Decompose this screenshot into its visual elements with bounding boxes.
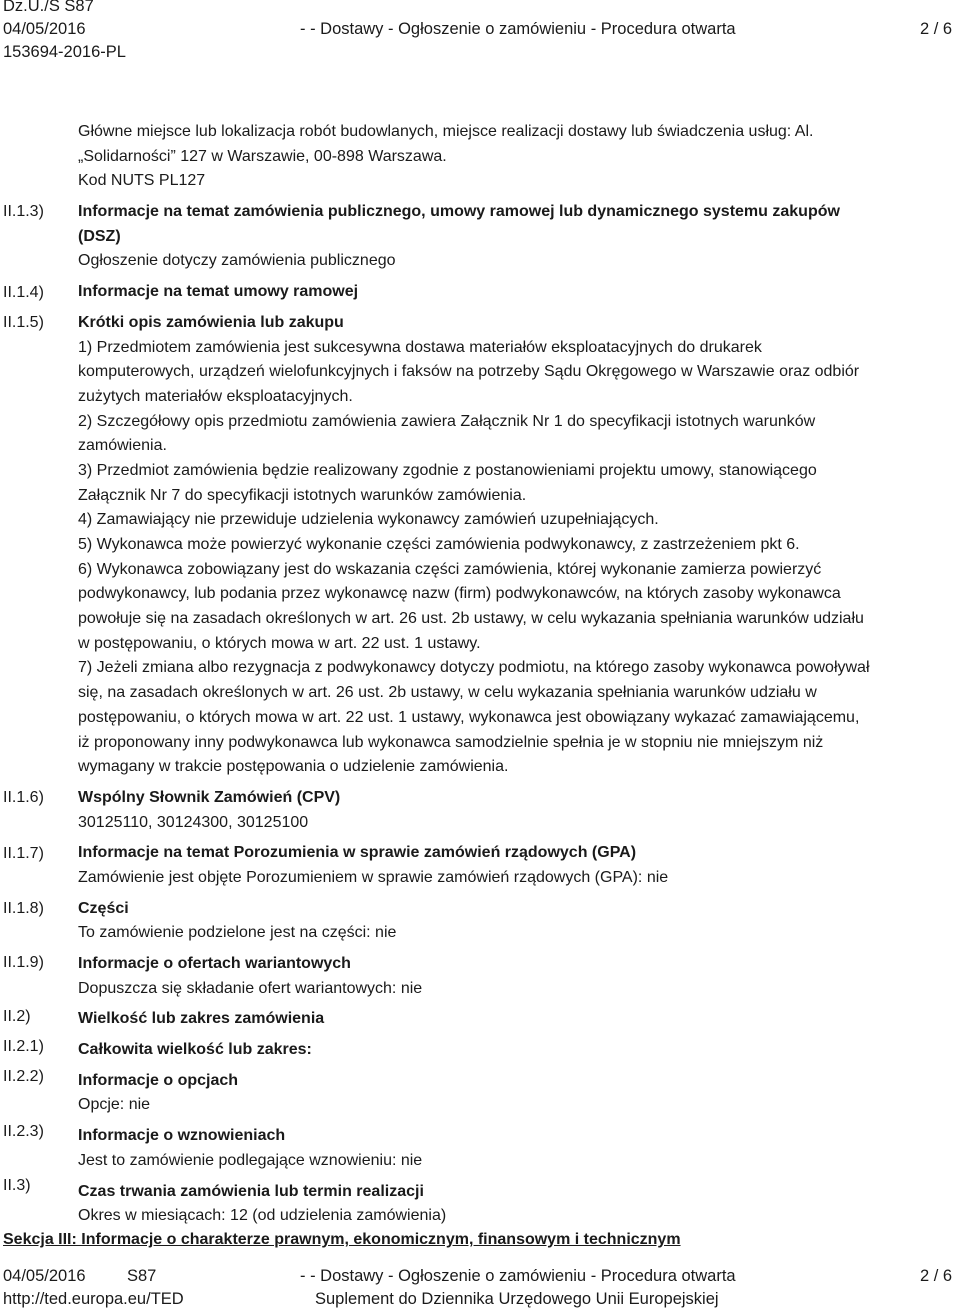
description-line: podwykonawcy, lub podania przez wykonawcę nazw (firm) podwykonawców, na których zasoby wykonawca [78, 585, 841, 603]
contract-info-value: Ogłoszenie dotyczy zamówienia publicznego [78, 252, 396, 270]
lots-value: To zamówienie podzielone jest na części: nie [78, 924, 397, 942]
section-label-ii-3: II.3) [3, 1177, 31, 1194]
section-label-ii-2-2: II.2.2) [3, 1068, 44, 1085]
description-line: postępowaniu, o których mowa w art. 22 ust. 1 ustawy, wykonawca jest obowiązany wykazać zamawiającemu, [78, 708, 860, 726]
cpv-heading: Wspólny Słownik Zamówień (CPV) [78, 788, 341, 806]
lots-heading: Części [78, 899, 129, 917]
header-page-number: 2 / 6 [920, 20, 953, 38]
description-line: 6) Wykonawca zobowiązany jest do wskazania części zamówienia, której wykonanie zamierza powierzyć [78, 560, 822, 578]
header-date: 04/05/2016 [3, 20, 86, 38]
renewals-value: Jest to zamówienie podlegające wznowieniu: nie [78, 1151, 423, 1169]
cpv-codes: 30125110, 30124300, 30125100 [78, 813, 309, 831]
footer-supplement: Suplement do Dziennika Urzędowego Unii Europejskiej [315, 1290, 719, 1308]
footer-url: http://ted.europa.eu/TED [3, 1290, 184, 1308]
footer-title: - - Dostawy - Ogłoszenie o zamówieniu - Procedura otwarta [300, 1267, 736, 1285]
footer-date: 04/05/2016 [3, 1267, 86, 1285]
section-label-ii-2-1: II.2.1) [3, 1038, 44, 1055]
description-line: zamówienia. [78, 437, 167, 455]
gpa-value: Zamówienie jest objęte Porozumieniem w sprawie zamówień rządowych (GPA): nie [78, 868, 669, 886]
section-label-ii-1-6: II.1.6) [3, 789, 44, 806]
description-line: 3) Przedmiot zamówienia będzie realizowany zgodnie z postanowieniami projektu umowy, stanowiącego [78, 461, 817, 479]
section-label-ii-1-5: II.1.5) [3, 314, 44, 331]
nuts-code: Kod NUTS PL127 [78, 172, 206, 190]
contract-info-heading: Informacje na temat zamówienia publicznego, umowy ramowej lub dynamicznego systemu zakupów [78, 203, 840, 221]
section-label-ii-1-3: II.1.3) [3, 203, 44, 220]
section-label-ii-1-9: II.1.9) [3, 954, 44, 971]
variants-value: Dopuszcza się składanie ofert wariantowych: nie [78, 979, 423, 997]
section-label-ii-2: II.2) [3, 1008, 31, 1025]
section-label-ii-1-7: II.1.7) [3, 845, 44, 862]
location-text-cont: „Solidarności” 127 w Warszawie, 00-898 Warszawa. [78, 147, 447, 165]
contract-info-heading-cont: (DSZ) [78, 227, 121, 245]
description-line: zużytych materiałów eksploatacyjnych. [78, 387, 353, 405]
section-iii-heading: Sekcja III: Informacje o charakterze prawnym, ekonomicznym, finansowym i technicznym [3, 1231, 681, 1248]
description-line: Załącznik Nr 7 do specyfikacji istotnych warunków zamówienia. [78, 486, 527, 504]
notice-number: 153694-2016-PL [3, 43, 126, 61]
main-content [78, 120, 958, 1229]
description-line: 7) Jeżeli zmiana albo rezygnacja z podwykonawcy dotyczy podmiotu, na którego zasoby wykonawca powoływał [78, 659, 870, 677]
header-title: - - Dostawy - Ogłoszenie o zamówieniu - Procedura otwarta [300, 20, 736, 38]
options-value: Opcje: nie [78, 1096, 151, 1114]
description-line: 5) Wykonawca może powierzyć wykonanie części zamówienia podwykonawcy, z zastrzeżeniem pkt 6. [78, 536, 800, 553]
quantity-heading: Wielkość lub zakres zamówienia [78, 1010, 325, 1028]
duration-heading: Czas trwania zamówienia lub termin realizacji [78, 1182, 424, 1200]
description-line: 1) Przedmiotem zamówienia jest sukcesywna dostawa materiałów eksploatacyjnych do drukarek [78, 338, 762, 356]
framework-heading: Informacje na temat umowy ramowej [78, 283, 359, 301]
section-label-ii-1-8: II.1.8) [3, 900, 44, 917]
description-line: powołuje się na zasadach określonych w art. 26 ust. 2b ustawy, w celu wykazania spełniania warunków udziału [78, 610, 864, 628]
description-line: 2) Szczegółowy opis przedmiotu zamówienia zawiera Załącznik Nr 1 do specyfikacji istotnych warunków [78, 412, 816, 430]
description-line: 4) Zamawiający nie przewiduje udzielenia wykonawcy zamówień uzupełniających. [78, 511, 659, 529]
section-label-ii-2-3: II.2.3) [3, 1123, 44, 1140]
description-line: komputerowych, urządzeń wielofunkcyjnych i faksów na potrzeby Sądu Okręgowego w Warszawie oraz odbiór [78, 363, 860, 381]
journal-ref: Dz.U./S S87 [3, 0, 94, 15]
total-quantity-heading: Całkowita wielkość lub zakres: [78, 1041, 312, 1059]
description-line: iż proponowany inny podwykonawca lub wykonawca samodzielnie spełnia je w stopniu nie mniejszym niż [78, 733, 824, 751]
description-line: się, na zasadach określonych w art. 26 ust. 2b ustawy, w celu wykazania spełniania warunków udziału w [78, 684, 817, 702]
renewals-heading: Informacje o wznowieniach [78, 1127, 286, 1145]
description-line: w postępowaniu, o których mowa w art. 22 ust. 1 ustawy. [78, 634, 481, 652]
footer-page-number: 2 / 6 [920, 1267, 953, 1285]
description-line: wymagany w trakcie postępowania o udzielenie zamówienia. [78, 758, 509, 776]
short-description-heading: Krótki opis zamówienia lub zakupu [78, 313, 344, 331]
options-heading: Informacje o opcjach [78, 1071, 239, 1089]
variants-heading: Informacje o ofertach wariantowych [78, 955, 351, 972]
duration-value: Okres w miesiącach: 12 (od udzielenia zamówienia) [78, 1207, 447, 1225]
location-text: Główne miejsce lub lokalizacja robót budowlanych, miejsce realizacji dostawy lub świadczenia usług: Al. [78, 123, 814, 140]
gpa-heading: Informacje na temat Porozumienia w sprawie zamówień rządowych (GPA) [78, 844, 637, 862]
section-label-ii-1-4: II.1.4) [3, 284, 44, 301]
footer-s-number: S87 [127, 1267, 157, 1285]
